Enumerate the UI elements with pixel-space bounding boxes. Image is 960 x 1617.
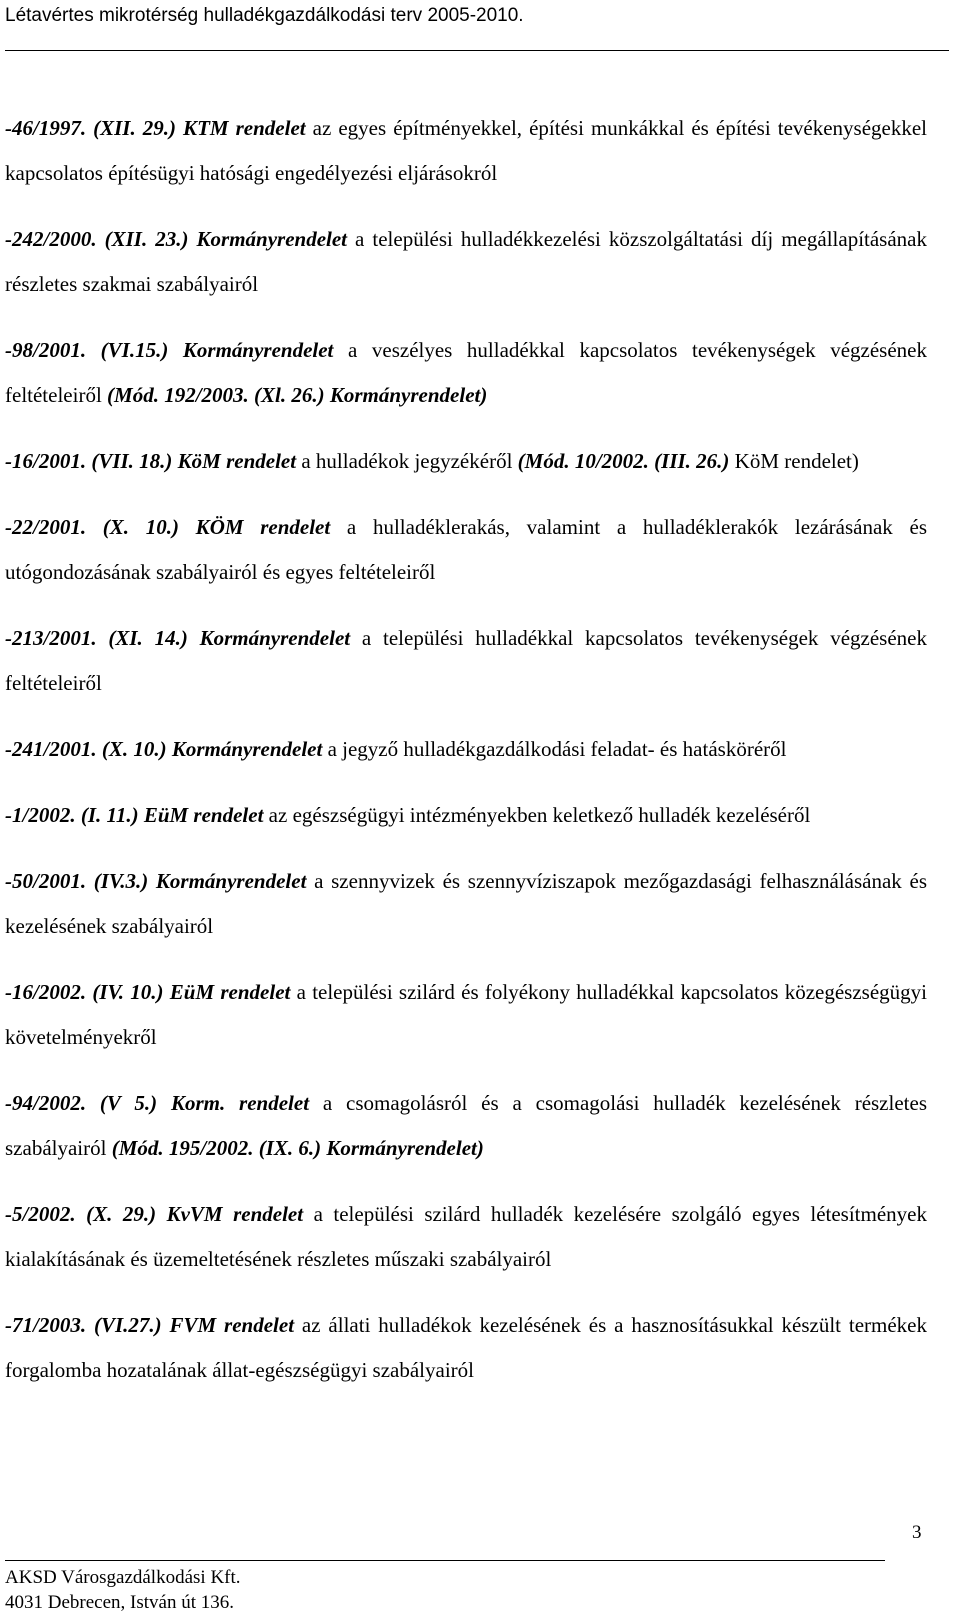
- regulation-subject: az állati hulladékok kezelésének és a hasznosításukkal készült termékek forgalomba hozatalának állat-egészségügyi szabályairól: [5, 1313, 927, 1382]
- document-title: Létavértes mikrotérség hulladékgazdálkodási terv 2005-2010.: [5, 5, 524, 26]
- regulation-reference: -50/2001. (IV.3.) Kormányrendelet: [5, 869, 307, 893]
- regulation-reference: -5/2002. (X. 29.) KvVM rendelet: [5, 1202, 304, 1226]
- regulation-subject: a települési hulladékkezelési közszolgáltatási díj megállapításának részletes szakmai szabályairól: [5, 227, 927, 296]
- regulation-list: [5, 106, 927, 1406]
- regulation-entry: [5, 217, 927, 307]
- page-number: 3: [912, 1522, 922, 1543]
- footer-company: AKSD Városgazdálkodási Kft.: [5, 1567, 241, 1588]
- regulation-reference: -71/2003. (VI.27.) FVM rendelet: [5, 1313, 295, 1337]
- regulation-subject: a csomagolásról és a csomagolási hulladék kezelésének részletes szabályairól: [5, 1091, 927, 1160]
- amendment-note: (Mód. 195/2002. (IX. 6.) Kormányrendelet): [111, 1136, 484, 1160]
- amendment-note-tail: KöM rendelet): [729, 449, 859, 473]
- regulation-subject: a szennyvizek és szennyvíziszapok mezőgazdasági felhasználásának és kezelésének szabályairól: [5, 869, 927, 938]
- regulation-reference: -16/2001. (VII. 18.) KöM rendelet: [5, 449, 297, 473]
- regulation-entry: [5, 793, 927, 838]
- regulation-entry: [5, 859, 927, 949]
- amendment-note: (Mód. 10/2002. (III. 26.): [517, 449, 730, 473]
- regulation-subject: a hulladékok jegyzékéről: [296, 449, 518, 473]
- footer-divider: [5, 1560, 885, 1561]
- regulation-entry: [5, 727, 927, 772]
- regulation-subject: a települési hulladékkal kapcsolatos tevékenységek végzésének feltételeiről: [5, 626, 927, 695]
- regulation-subject: az egyes építményekkel, építési munkákkal és építési tevékenységekkel kapcsolatos építésügyi hatósági engedélyezési eljárásokról: [5, 116, 927, 185]
- footer-address: 4031 Debrecen, István út 136.: [5, 1592, 234, 1613]
- regulation-reference: -94/2002. (V 5.) Korm. rendelet: [5, 1091, 310, 1115]
- page-header: [0, 0, 960, 60]
- regulation-entry: [5, 439, 927, 484]
- regulation-subject: a települési szilárd hulladék kezelésére szolgáló egyes létesítmények kialakításának és üzemeltetésének részletes műszaki szabályairól: [5, 1202, 927, 1271]
- regulation-reference: -22/2001. (X. 10.) KÖM rendelet: [5, 515, 331, 539]
- regulation-reference: -213/2001. (XI. 14.) Kormányrendelet: [5, 626, 351, 650]
- regulation-entry: [5, 1192, 927, 1282]
- amendment-note: (Mód. 192/2003. (Xl. 26.) Kormányrendelet): [107, 383, 488, 407]
- regulation-subject: a jegyző hulladékgazdálkodási feladat- és hatásköréről: [322, 737, 787, 761]
- regulation-entry: [5, 106, 927, 196]
- regulation-entry: [5, 1303, 927, 1393]
- regulation-reference: -98/2001. (VI.15.) Kormányrendelet: [5, 338, 334, 362]
- regulation-entry: [5, 505, 927, 595]
- regulation-entry: [5, 970, 927, 1060]
- regulation-subject: a hulladéklerakás, valamint a hulladéklerakók lezárásának és utógondozásának szabályairól és egyes feltételeiről: [5, 515, 927, 584]
- regulation-subject: a veszélyes hulladékkal kapcsolatos tevékenységek végzésének feltételeiről: [5, 338, 927, 407]
- regulation-reference: -242/2000. (XII. 23.) Kormányrendelet: [5, 227, 348, 251]
- header-divider: [5, 50, 949, 51]
- regulation-reference: -1/2002. (I. 11.) EüM rendelet: [5, 803, 264, 827]
- regulation-reference: -16/2002. (IV. 10.) EüM rendelet: [5, 980, 291, 1004]
- regulation-reference: -241/2001. (X. 10.) Kormányrendelet: [5, 737, 323, 761]
- regulation-entry: [5, 616, 927, 706]
- regulation-entry: [5, 328, 927, 418]
- regulation-subject: az egészségügyi intézményekben keletkező hulladék kezeléséről: [263, 803, 811, 827]
- regulation-reference: -46/1997. (XII. 29.) KTM rendelet: [5, 116, 306, 140]
- regulation-subject: a települési szilárd és folyékony hulladékkal kapcsolatos közegészségügyi követelményekről: [5, 980, 927, 1049]
- regulation-entry: [5, 1081, 927, 1171]
